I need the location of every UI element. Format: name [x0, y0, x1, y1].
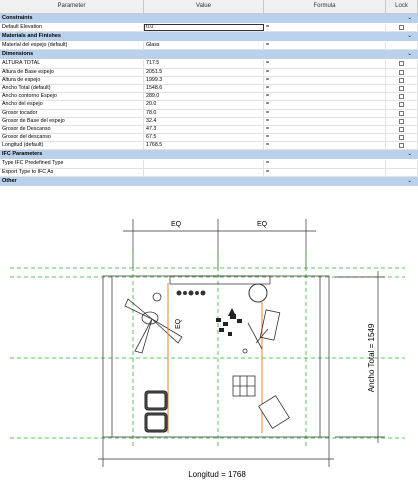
parameter-name: ALTURA TOTAL — [0, 60, 144, 67]
eq-label-right: EQ — [256, 221, 268, 228]
parameter-name: Grosor del descanso — [0, 134, 144, 141]
lock-column-header[interactable]: Lock — [386, 0, 418, 13]
lock-cell — [386, 142, 418, 149]
parameter-row[interactable] — [0, 101, 418, 109]
parameter-formula[interactable]: = — [264, 77, 386, 84]
chevron-down-icon[interactable]: ⌄ — [407, 151, 412, 158]
parameter-formula[interactable]: = — [264, 60, 386, 67]
parameter-row[interactable] — [0, 69, 418, 77]
parameter-name: Grosor de Base del espejo — [0, 118, 144, 125]
group-header[interactable] — [0, 14, 418, 24]
parameter-formula[interactable]: = — [264, 110, 386, 117]
parameter-formula[interactable]: = — [264, 126, 386, 133]
fixture-row — [177, 291, 206, 296]
properties-groups — [0, 14, 418, 187]
parameter-value[interactable]: Glass — [144, 42, 264, 49]
parameter-value[interactable]: 289.0 — [144, 93, 264, 100]
lock-cell — [386, 169, 418, 176]
parameter-formula[interactable]: = — [264, 142, 386, 149]
parameter-name: Altura de espejo — [0, 77, 144, 84]
cosmetics-group[interactable] — [216, 308, 242, 336]
parameter-name: Ancho contorno Espejo — [0, 93, 144, 100]
lock-cell — [386, 24, 418, 31]
chevron-down-icon[interactable]: ⌄ — [407, 177, 412, 184]
parameter-value[interactable]: 1548.6 — [144, 85, 264, 92]
round-object[interactable] — [249, 284, 267, 302]
parameter-value[interactable] — [144, 160, 264, 167]
group-title: Constraints — [2, 15, 33, 21]
lock-cell — [386, 160, 418, 167]
parameter-name: Material del espejo (default) — [0, 42, 144, 49]
chevron-down-icon[interactable]: ⌄ — [407, 15, 412, 21]
parameter-value[interactable]: 32.4 — [144, 118, 264, 125]
parameter-name: Export Type to IFC As — [0, 169, 144, 176]
parameter-row[interactable] — [0, 42, 418, 50]
parameter-row[interactable] — [0, 85, 418, 93]
lock-checkbox[interactable] — [399, 143, 404, 148]
parameter-value[interactable]: 78.0 — [144, 110, 264, 117]
lock-checkbox[interactable] — [399, 61, 404, 66]
lock-checkbox[interactable] — [399, 86, 404, 91]
lock-cell — [386, 126, 418, 133]
parameter-value[interactable]: 0.0 — [144, 24, 264, 31]
tablet-object[interactable] — [259, 396, 290, 429]
parameter-name: Longitud (default) — [0, 142, 144, 149]
formula-column-header[interactable]: Formula — [264, 0, 386, 13]
chevron-down-icon[interactable]: ⌄ — [407, 33, 412, 40]
lock-cell — [386, 60, 418, 67]
group-title: Materials and Finishes — [2, 33, 61, 40]
waste-bins[interactable] — [145, 391, 167, 432]
lock-cell — [386, 93, 418, 100]
parameter-formula[interactable]: = — [264, 85, 386, 92]
vanity-outline[interactable] — [103, 276, 329, 437]
lock-cell — [386, 69, 418, 76]
parameter-value[interactable] — [144, 169, 264, 176]
parameter-value[interactable]: 67.5 — [144, 134, 264, 141]
parameter-formula[interactable]: = — [264, 42, 386, 49]
parameter-row[interactable] — [0, 93, 418, 101]
parameter-name: Grosor de Descanso — [0, 126, 144, 133]
parameter-row[interactable] — [0, 24, 418, 32]
group-title: IFC Parameters — [2, 151, 43, 158]
longitud-dimension-label: Longitud = 1768 — [188, 470, 246, 479]
group-header[interactable] — [0, 150, 418, 160]
parameter-value[interactable]: 20.0 — [144, 101, 264, 108]
lock-checkbox[interactable] — [399, 111, 404, 116]
parameter-row[interactable] — [0, 118, 418, 126]
parameter-formula[interactable]: = — [264, 169, 386, 176]
lock-cell — [386, 101, 418, 108]
group-header[interactable] — [0, 177, 418, 187]
ancho-dimension-label: Ancho Total = 1549 — [367, 323, 376, 393]
lock-checkbox[interactable] — [399, 127, 404, 132]
properties-header — [0, 0, 418, 14]
group-header[interactable] — [0, 32, 418, 42]
eq-label-vertical: EQ — [175, 318, 182, 329]
parameter-formula[interactable]: = — [264, 93, 386, 100]
value-column-header[interactable]: Value — [144, 0, 264, 13]
group-header[interactable] — [0, 50, 418, 60]
parameter-value[interactable]: 1768.5 — [144, 142, 264, 149]
group-title: Dimensions — [2, 51, 34, 58]
parameter-value[interactable]: 1999.3 — [144, 77, 264, 84]
parameter-name: Ancho Total (default) — [0, 85, 144, 92]
parameter-row[interactable] — [0, 134, 418, 142]
lock-checkbox[interactable] — [399, 119, 404, 124]
parameter-row[interactable] — [0, 126, 418, 134]
parameter-formula[interactable]: = — [264, 101, 386, 108]
lock-checkbox[interactable] — [399, 102, 404, 107]
parameter-row[interactable] — [0, 110, 418, 118]
lock-cell — [386, 134, 418, 141]
lock-checkbox[interactable] — [399, 78, 404, 83]
lock-cell — [386, 85, 418, 92]
parameter-row[interactable] — [0, 60, 418, 68]
parameter-formula[interactable]: = — [264, 118, 386, 125]
parameter-formula[interactable]: = — [264, 160, 386, 167]
reference-planes[interactable] — [10, 253, 405, 446]
parameter-row[interactable] — [0, 77, 418, 85]
parameter-name: Default Elevation — [0, 24, 144, 31]
lock-checkbox[interactable] — [399, 70, 404, 75]
chevron-down-icon[interactable]: ⌄ — [407, 51, 412, 58]
eq-label-left: EQ — [170, 221, 182, 228]
lock-cell — [386, 110, 418, 117]
tray-organizer[interactable] — [233, 376, 255, 396]
parameter-value[interactable]: 2051.5 — [144, 69, 264, 76]
lock-cell — [386, 42, 418, 49]
parameter-row[interactable] — [0, 169, 418, 177]
parameter-name: Ancho del espejo — [0, 101, 144, 108]
parameter-value[interactable]: 47.3 — [144, 126, 264, 133]
parameter-row[interactable] — [0, 160, 418, 168]
parameter-name: Altura de Base espejo — [0, 69, 144, 76]
lock-cell — [386, 118, 418, 125]
parameter-name: Type IFC Predefined Type — [0, 160, 144, 167]
properties-panel — [0, 0, 418, 187]
lock-checkbox[interactable] — [399, 94, 404, 99]
family-plan-view[interactable] — [0, 201, 418, 490]
lock-cell — [386, 77, 418, 84]
parameter-column-header[interactable]: Parameter — [0, 0, 144, 13]
lock-checkbox[interactable] — [399, 25, 404, 30]
parameter-name: Grosor tocador — [0, 110, 144, 117]
parameter-formula[interactable]: = — [264, 69, 386, 76]
parameter-formula[interactable]: = — [264, 134, 386, 141]
parameter-value[interactable]: 717.5 — [144, 60, 264, 67]
group-title: Other — [2, 177, 17, 184]
parameter-row[interactable] — [0, 142, 418, 150]
fan-symbol[interactable] — [125, 293, 182, 353]
lock-checkbox[interactable] — [399, 135, 404, 140]
parameter-formula[interactable]: = — [264, 24, 386, 31]
brush-items[interactable] — [243, 310, 280, 353]
